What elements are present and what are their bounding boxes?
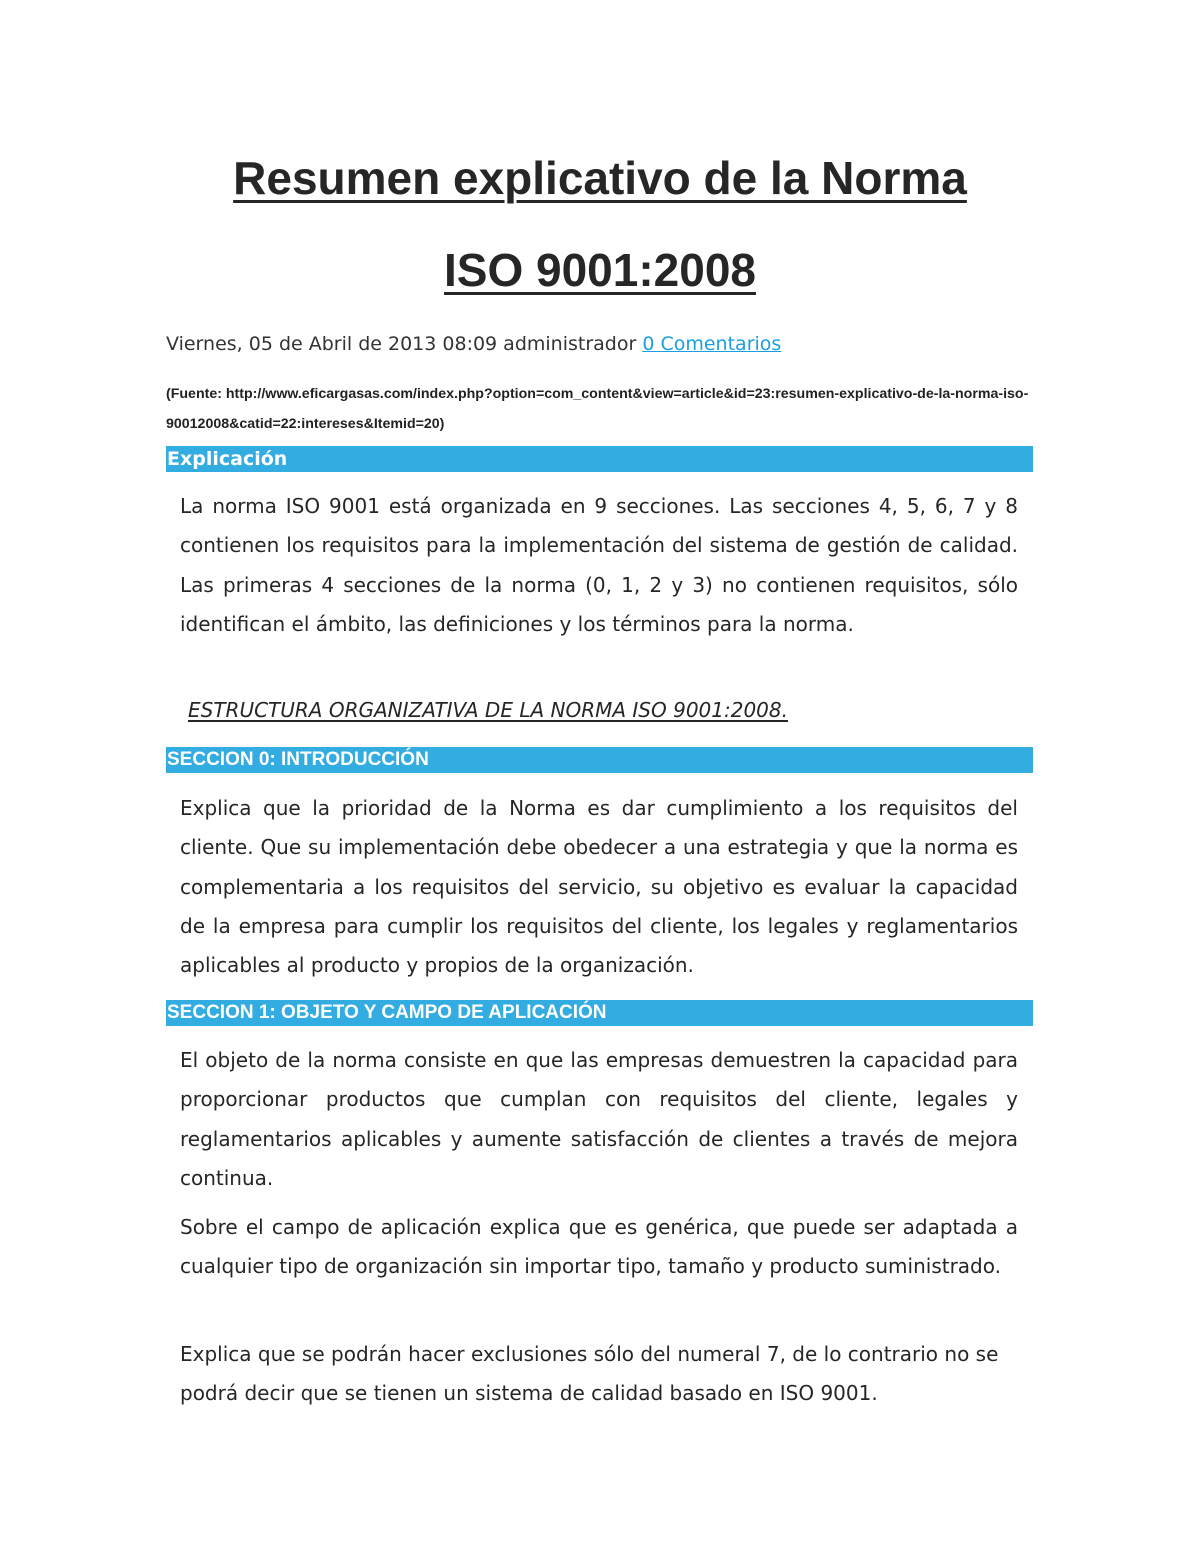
article-date-author: Viernes, 05 de Abril de 2013 08:09 administrador [166,333,643,355]
comments-link[interactable]: 0 Comentarios [642,333,782,355]
explicacion-paragraph: La norma ISO 9001 está organizada en 9 secciones. Las secciones 4, 5, 6, 7 y 8 contienen los requisitos para la implementación del sistema de gestión de calidad. Las primeras 4 secciones de la norma (0, 1, 2 y 3) no contienen requisitos, sólo identifican el ámbito, las definiciones y los términos para la norma. [180,494,1018,636]
seccion-1-paragraph-2: Sobre el campo de aplicación explica que es genérica, que puede ser adaptada a cualquier tipo de organización sin importar tipo, tamaño y producto suministrado. [180,1215,1018,1279]
section-header-seccion-1: SECCION 1: OBJETO Y CAMPO DE APLICACIÓN [166,1000,1033,1026]
source-citation: (Fuente: http://www.eficargasas.com/index.php?option=com_content&view=article&id=23:resumen-explicativo-de-la-norma-iso-90012008&catid=22:intereses&Itemid=20) [166,386,1029,432]
section-header-explicacion: Explicación [166,446,1033,472]
seccion-0-paragraph: Explica que la prioridad de la Norma es dar cumplimiento a los requisitos del cliente. Que su implementación debe obedecer a una estrategia y que la norma es complementaria a los requisitos del servicio, su objetivo es evaluar la capacidad de la empresa para cumplir los requisitos del cliente, los legales y reglamentarios aplicables al producto y propios de la organización. [180,796,1018,978]
seccion-1-paragraph-3: Explica que se podrán hacer exclusiones sólo del numeral 7, de lo contrario no se podrá decir que se tienen un sistema de calidad basado en ISO 9001. [180,1342,999,1406]
document-title-line-1: Resumen explicativo de la Norma [233,152,967,204]
document-title-line-2: ISO 9001:2008 [443,244,756,296]
estructura-heading: ESTRUCTURA ORGANIZATIVA DE LA NORMA ISO 9001:2008. [188,698,788,722]
article-meta [166,333,781,355]
section-header-seccion-0: SECCION 0: INTRODUCCIÓN [166,747,1033,773]
seccion-1-paragraph-1: El objeto de la norma consiste en que las empresas demuestren la capacidad para proporcionar productos que cumplan con requisitos del cliente, legales y reglamentarios aplicables y aumente satisfacción de clientes a través de mejora continua. [180,1048,1018,1190]
